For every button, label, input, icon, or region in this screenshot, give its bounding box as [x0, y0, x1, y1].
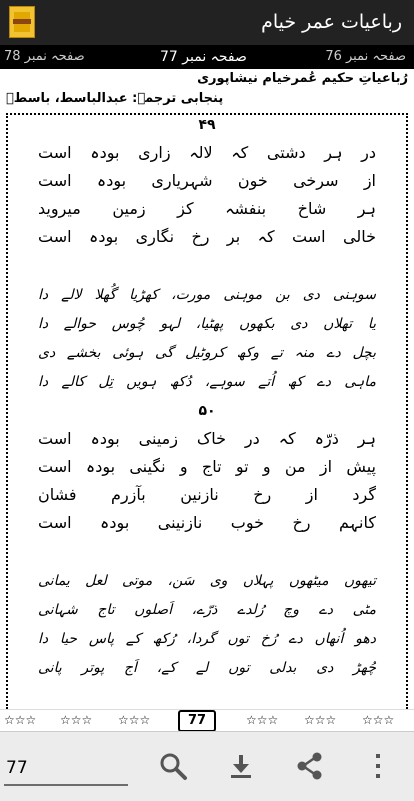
- download-icon[interactable]: [225, 750, 257, 782]
- punjabi-line: تیھوں میٹھوں پہلاں وی سَن، موتی لعل یمانی: [38, 573, 376, 589]
- next-page-link[interactable]: صفحہ نمبر 78: [4, 49, 85, 64]
- current-page-label: صفحہ نمبر 77: [160, 49, 247, 65]
- footer-stars: ☆☆☆: [362, 713, 395, 727]
- book-header-title-text: رُباعیاتِ حکیم عُمرخیام نیشاپوری: [197, 71, 408, 86]
- page-frame: [6, 113, 408, 709]
- footer-page-number: 77: [178, 710, 216, 732]
- app-book-icon[interactable]: [9, 6, 35, 38]
- punjabi-line: یا تھلاں دی بکھوں پھٹیا، لہو چُوس حوالے دا: [38, 316, 376, 332]
- search-icon[interactable]: [157, 750, 189, 782]
- footer-stars: ☆☆☆: [118, 713, 151, 727]
- share-icon[interactable]: [294, 750, 326, 782]
- app-book-icon-band: [13, 19, 31, 24]
- overflow-menu-icon[interactable]: [362, 750, 394, 782]
- punjabi-line: ماہی دے کھ اُتے سوہے، دُکھ ہویں تِل کالے دا: [38, 374, 376, 390]
- page-footer: [0, 709, 414, 732]
- previous-page-link[interactable]: صفحہ نمبر 76: [325, 49, 406, 64]
- punjabi-line: سوہنی دی بن موہنی مورت، کھڑیا گُھلا لالے دا: [38, 287, 376, 303]
- persian-line: پیش از من و تو تاج و نگینی بودہ است: [38, 457, 376, 476]
- punjabi-line: دھو اُنھاں دے رُخ توں گردا، رُکھ کے پاس حیا دا: [38, 631, 376, 647]
- footer-stars: ☆☆☆: [246, 713, 279, 727]
- persian-line: خالی است کہ بر رخ نگاری بودہ است: [38, 227, 376, 246]
- page-navigation-bar: [0, 45, 414, 69]
- app-bar: [0, 0, 414, 45]
- book-page: [0, 69, 414, 709]
- persian-line: در ہر دشتی کہ لالہ زاری بودہ است: [38, 143, 376, 162]
- verse-number: ۴۹: [198, 117, 216, 133]
- persian-line: گرد از رخ نازنین بآزرم فشان: [38, 485, 376, 504]
- verse-number: ۵۰: [198, 403, 216, 419]
- bottom-toolbar: [0, 731, 414, 801]
- footer-stars: ☆☆☆: [4, 713, 37, 727]
- persian-line: ہر شاخ بنفشہ کز زمین میروید: [38, 199, 376, 218]
- punjabi-line: بچل دے منہ تے وکھ کروٹیل گی ہوئی بخشے دی: [38, 345, 376, 361]
- book-header-translation-text: پنجابی ترجمہ: عبدالباسط، باسطؔ: [6, 91, 224, 106]
- persian-line: ہر ذرّہ کہ در خاک زمینی بودہ است: [38, 429, 376, 448]
- punjabi-line: مٹی دے وچ رُلدے ذرّے، اَصلوں تاج شہانی: [38, 602, 376, 618]
- footer-stars: ☆☆☆: [304, 713, 337, 727]
- persian-line: کانہم رخ خوب نازنینی بودہ است: [38, 513, 376, 532]
- punjabi-line: چُھڑ دی بدلی توں لے کے، اَج پوتر پانی: [38, 660, 376, 676]
- page-number-input[interactable]: [4, 752, 128, 786]
- book-header-translation: [6, 91, 408, 111]
- persian-line: از سرخی خون شہریاری بودہ است: [38, 171, 376, 190]
- footer-stars: ☆☆☆: [60, 713, 93, 727]
- book-header-title: [6, 71, 408, 91]
- app-title: رباعیات عمر خیام: [261, 11, 402, 33]
